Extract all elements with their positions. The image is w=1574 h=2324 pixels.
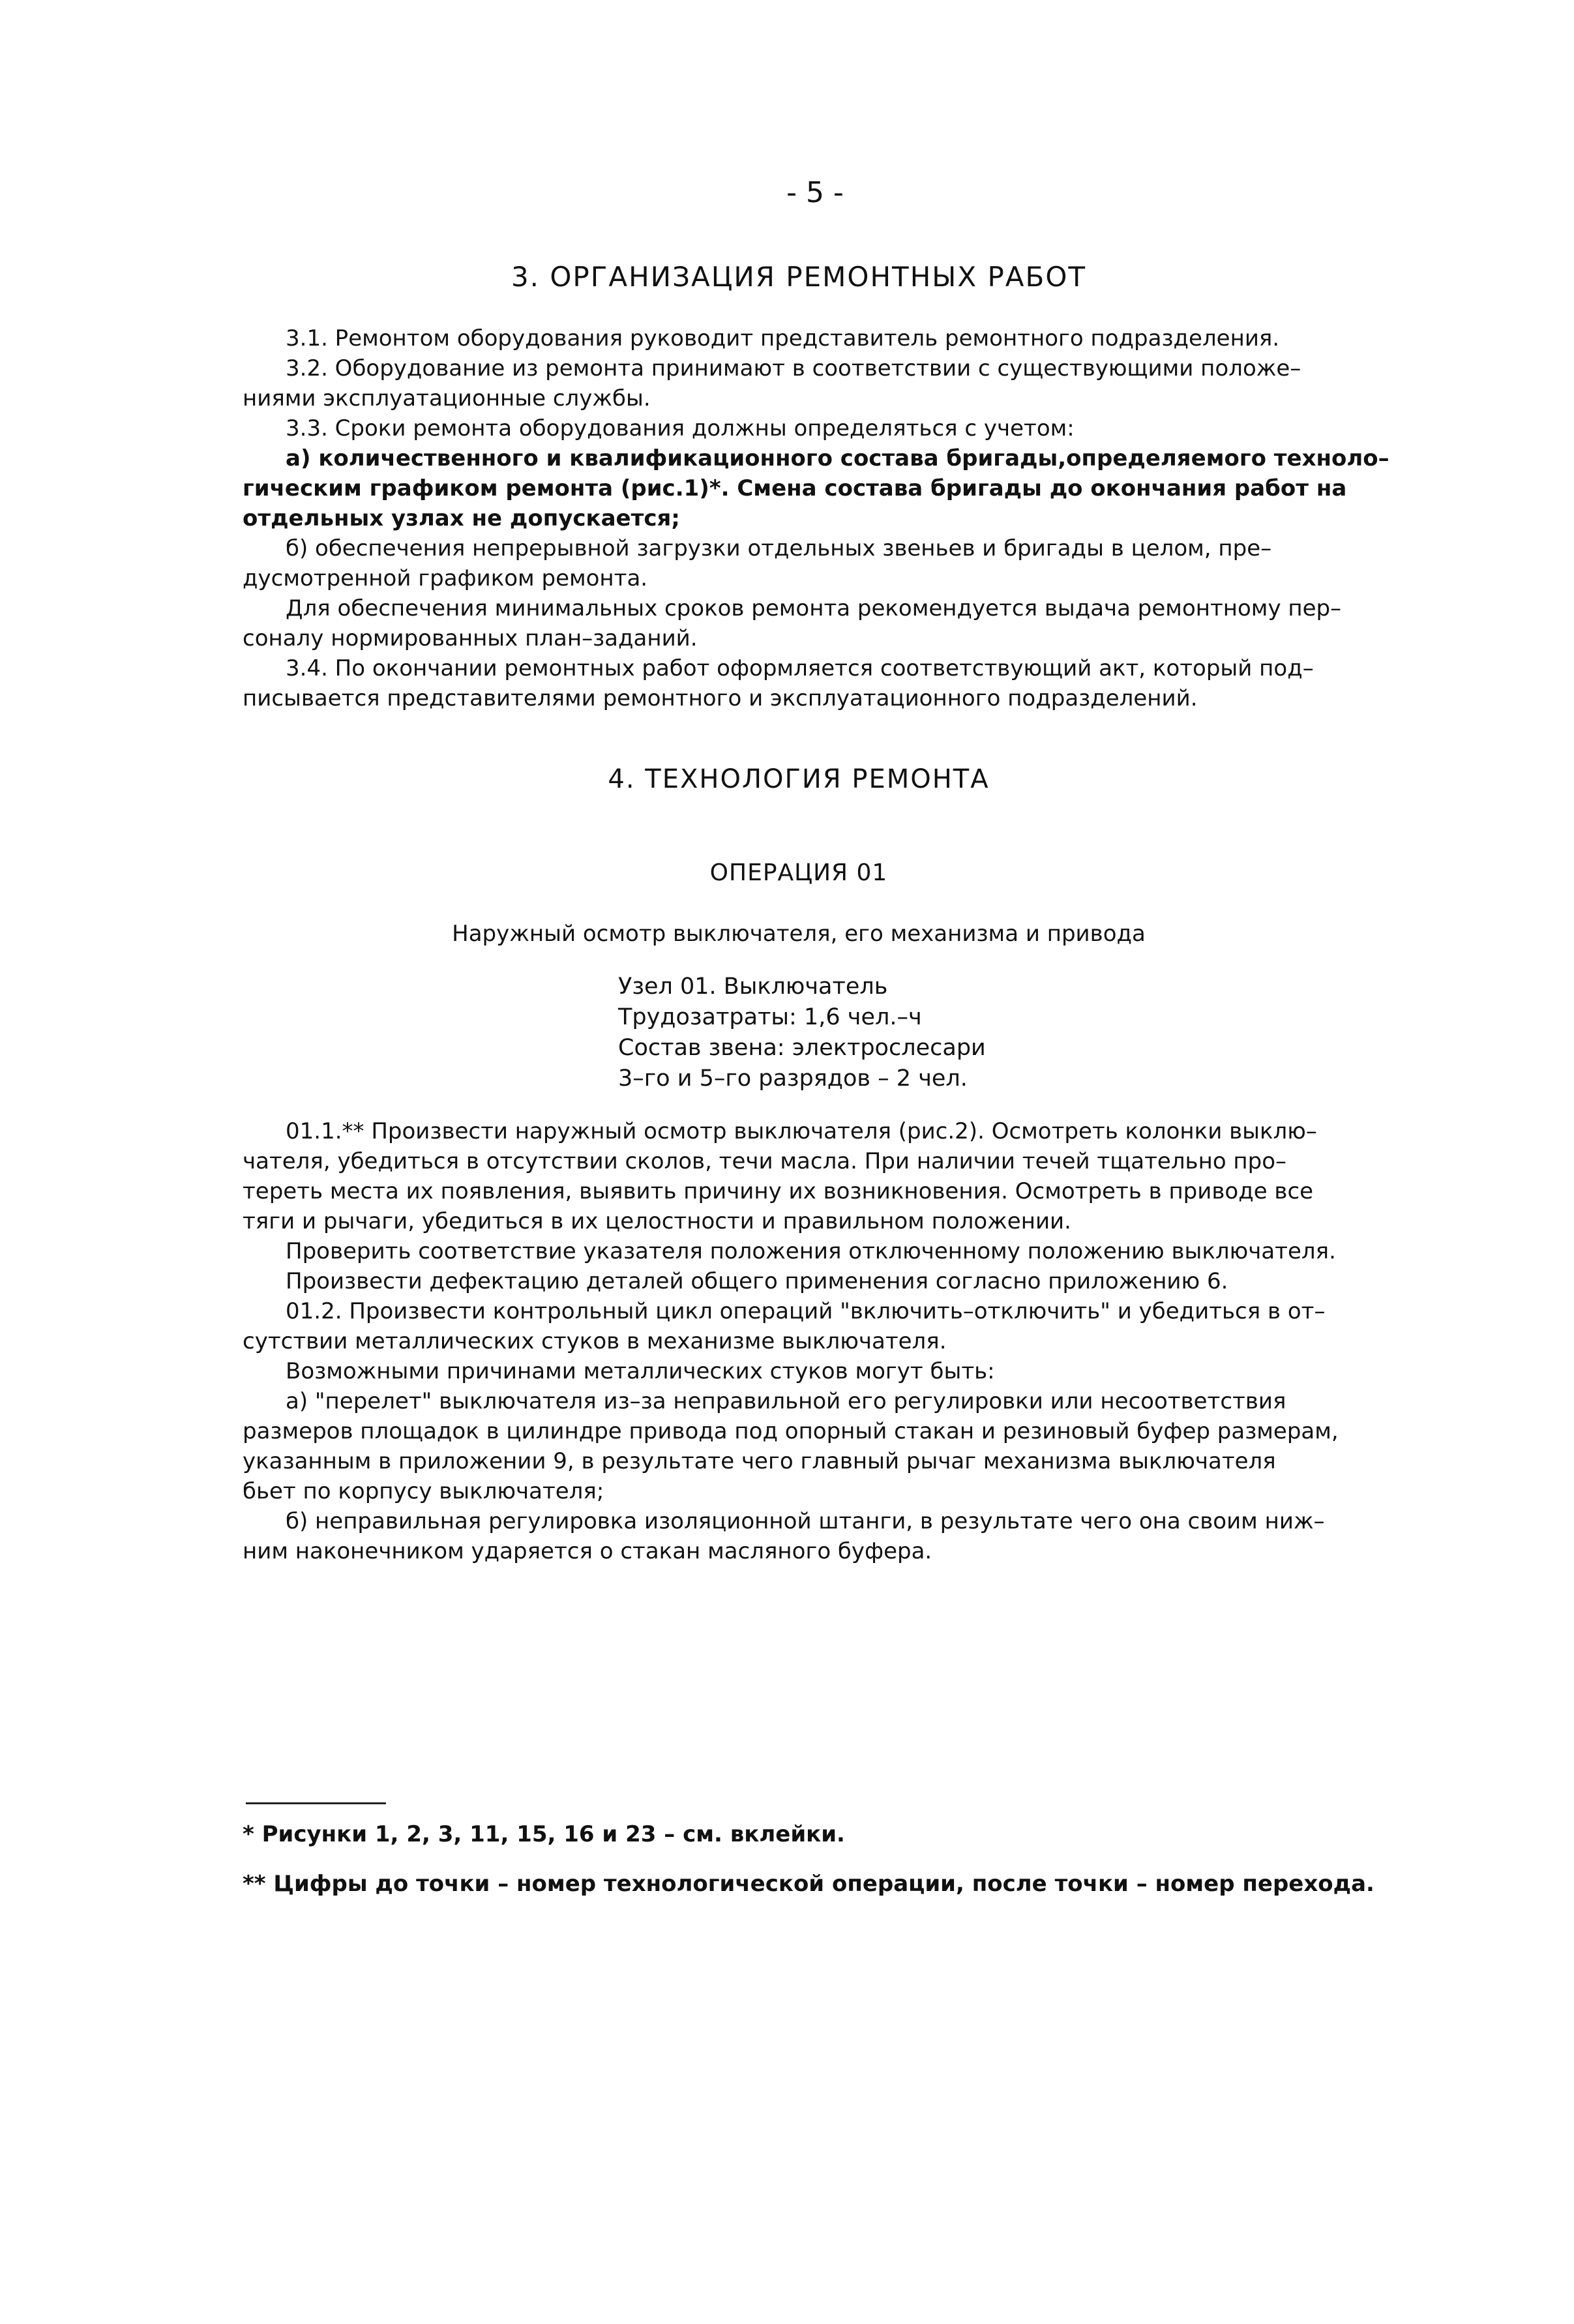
paragraph-line: 3.4. По окончании ремонтных работ оформляется соответствующий акт, который под– xyxy=(286,655,1314,681)
unit-line: Состав звена: электрослесари xyxy=(618,1035,986,1061)
paragraph-line: а) "перелет" выключателя из–за неправильной его регулировки или несоответствия xyxy=(286,1388,1286,1414)
section-4-heading: 4. ТЕХНОЛОГИЯ РЕМОНТА xyxy=(608,764,990,794)
paragraph-line: б) неправильная регулировка изоляционной штанги, в результате чего она своим ниж– xyxy=(286,1508,1325,1534)
paragraph-line: тяги и рычаги, убедиться в их целостности и правильном положении. xyxy=(243,1208,1071,1234)
page-number: - 5 - xyxy=(786,176,844,209)
paragraph-line: 3.3. Сроки ремонта оборудования должны определяться с учетом: xyxy=(286,415,1075,441)
paragraph-line: Для обеспечения минимальных сроков ремонта рекомендуется выдача ремонтному пер– xyxy=(286,595,1342,621)
footnote-divider xyxy=(246,1802,386,1804)
paragraph-line: тереть места их появления, выявить причину их возникновения. Осмотреть в приводе все xyxy=(243,1178,1314,1204)
paragraph-line: Произвести дефектацию деталей общего применения согласно приложению 6. xyxy=(286,1268,1228,1294)
paragraph-line: чателя, убедиться в отсутствии сколов, течи масла. При наличии течей тщательно про– xyxy=(243,1148,1287,1174)
paragraph-line: 3.1. Ремонтом оборудования руководит представитель ремонтного подразделения. xyxy=(286,325,1280,351)
operation-label: ОПЕРАЦИЯ 01 xyxy=(709,859,888,886)
paragraph-line: Проверить соответствие указателя положения отключенному положению выключателя. xyxy=(286,1238,1336,1264)
operation-title: Наружный осмотр выключателя, его механизма и привода xyxy=(452,921,1146,947)
paragraph-line: 01.1.** Произвести наружный осмотр выключателя (рис.2). Осмотреть колонки выклю– xyxy=(286,1118,1317,1144)
paragraph-line: бьет по корпусу выключателя; xyxy=(243,1478,604,1504)
paragraph-line: размеров площадок в цилиндре привода под опорный стакан и резиновый буфер размерам, xyxy=(243,1418,1339,1444)
footnote-2: ** Цифры до точки – номер технологической операции, после точки – номер перехода. xyxy=(243,1871,1374,1897)
unit-line: Узел 01. Выключатель xyxy=(618,974,888,1000)
paragraph-line: ниями эксплуатационные службы. xyxy=(243,385,651,411)
unit-line: Трудозатраты: 1,6 чел.–ч xyxy=(618,1004,922,1030)
paragraph-line: дусмотренной графиком ремонта. xyxy=(243,565,648,591)
paragraph-line: соналу нормированных план–заданий. xyxy=(243,625,698,651)
paragraph-line: а) количественного и квалификационного состава бригады,определяемого техноло– xyxy=(286,445,1389,471)
unit-line: 3–го и 5–го разрядов – 2 чел. xyxy=(618,1065,968,1092)
paragraph-line: гическим графиком ремонта (рис.1)*. Смена состава бригады до окончания работ на xyxy=(243,475,1347,501)
paragraph-line: 01.2. Произвести контрольный цикл операций "включить–отключить" и убедиться в от– xyxy=(286,1298,1326,1324)
paragraph-line: б) обеспечения непрерывной загрузки отдельных звеньев и бригады в целом, пре– xyxy=(286,535,1272,561)
footnote-1: * Рисунки 1, 2, 3, 11, 15, 16 и 23 – см. вклейки. xyxy=(243,1821,845,1847)
paragraph-line: ним наконечником ударяется о стакан масляного буфера. xyxy=(243,1538,932,1564)
section-3-body xyxy=(243,323,1416,713)
operation-01-body xyxy=(243,1116,1416,1566)
paragraph-line: 3.2. Оборудование из ремонта принимают в соответствии с существующими положе– xyxy=(286,355,1301,381)
paragraph-line: писывается представителями ремонтного и эксплуатационного подразделений. xyxy=(243,685,1198,711)
paragraph-line: отдельных узлах не допускается; xyxy=(243,505,680,531)
paragraph-line: сутствии металлических стуков в механизме выключателя. xyxy=(243,1328,947,1354)
paragraph-line: указанным в приложении 9, в результате чего главный рычаг механизма выключателя xyxy=(243,1448,1276,1474)
paragraph-line: Возможными причинами металлических стуков могут быть: xyxy=(286,1358,995,1384)
section-3-heading: 3. ОРГАНИЗАЦИЯ РЕМОНТНЫХ РАБОТ xyxy=(511,261,1087,293)
unit-info xyxy=(618,972,986,1094)
